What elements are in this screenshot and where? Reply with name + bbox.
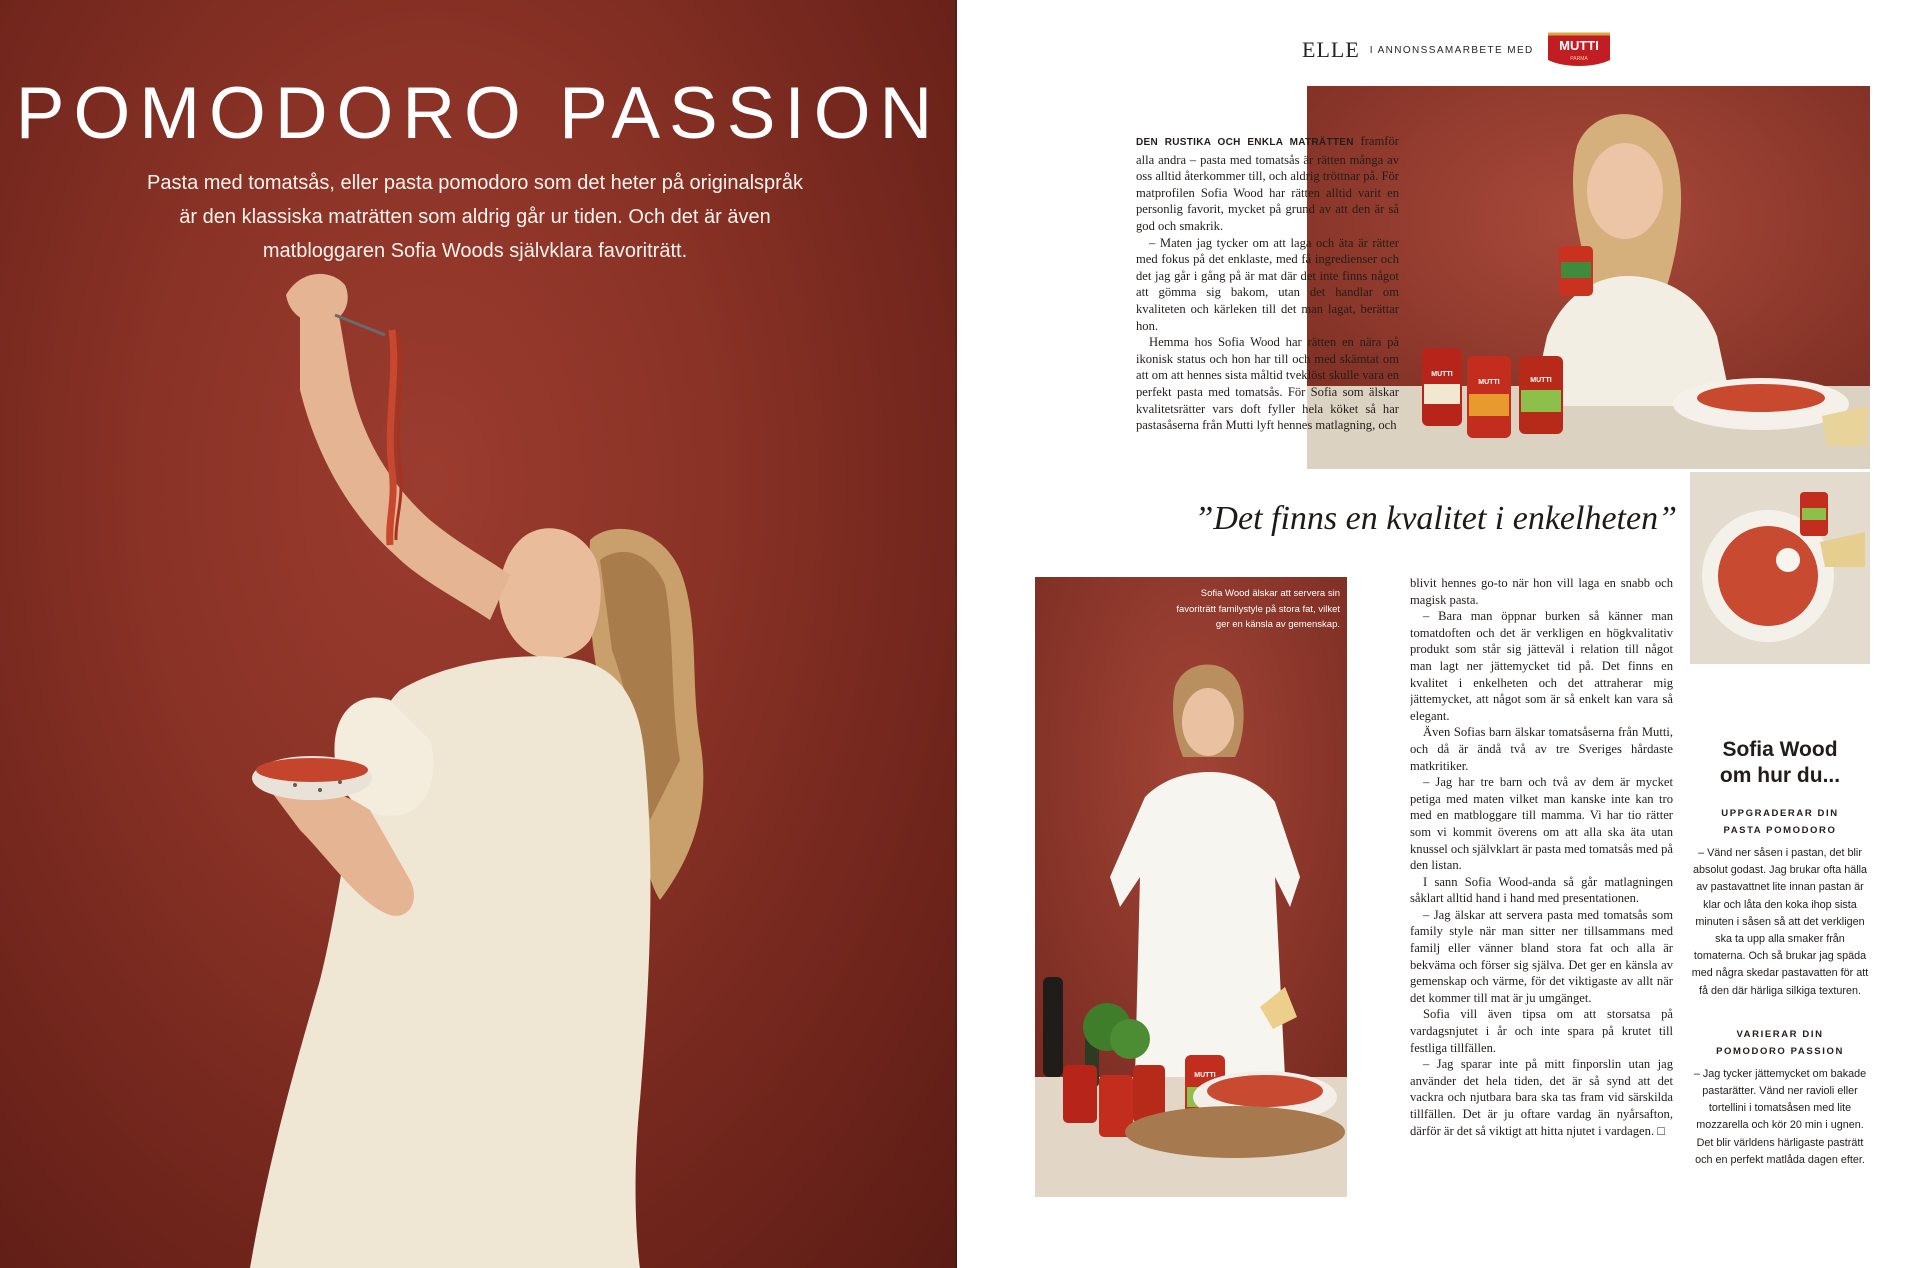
tips-sidebar <box>1690 737 1870 1195</box>
article-paragraph: – Jag sparar inte på mitt finporslin utan jag använder det hela tiden, det är så synd att det vackra och njutbara bara ska tas fram vid särskilda tillfällen. Det är ju oftare vardag än nyårsafton, därför är det så viktigt att hitta njutet i vardagen. □ <box>1410 1057 1673 1138</box>
sidebar-heading-line: VARIERAR DIN <box>1736 1028 1824 1040</box>
sidebar-title-line-1: Sofia Wood <box>1722 738 1838 761</box>
jar-label-3: MUTTI <box>1530 377 1552 384</box>
article-paragraph: – Maten jag tycker om att laga och äta är rätter med fokus på det enklaste, med få ingredienser och det jag går i gång på är mat där det inte finns något att gömma sig bakom, utan det handlar om kvaliteten och kärleken till det man lagat, berättar hon. <box>1136 235 1399 333</box>
photo-woman-grating-cheese <box>1035 577 1347 1197</box>
jar-label-2: MUTTI <box>1478 379 1500 386</box>
article-paragraph: – Bara man öppnar burken så känner man tomatdoften och det är verkligen en högkvalitativ produkt som står sig jätteväl i relation till något man lagt ner jättemycket tid på. Det finns en kvalitet i enkelheten och det attraherar mig jättemycket, att något som är så enkelt kan vara så elegant. <box>1410 609 1673 723</box>
sidebar-title <box>1690 737 1870 789</box>
article-paragraph: Även Sofias barn älskar tomatsåserna från Mutti, och då är ändå två av tre Sveriges hårdaste matkritiker. <box>1410 725 1673 773</box>
mutti-logo <box>1544 30 1614 70</box>
article-paragraph: Sofia vill även tipsa om att storsatsa på vardagsnjutet i år och inte spara på krutet till festliga tillfällen. <box>1410 1007 1673 1055</box>
sidebar-heading-line: PASTA POMODORO <box>1723 825 1837 836</box>
article-paragraph: – Jag har tre barn och två av dem är mycket petiga med maten vilket man kanske inte kan tro med en matbloggare till mamma. Vi har tio rätter som vi kommit överens om att alla ska äta utan knussel och självklart är pasta med tomatsås med på den listan. <box>1410 775 1673 873</box>
sponsor-label: I ANNONSSAMARBETE MED <box>1369 44 1534 56</box>
article-paragraph: I sann Sofia Wood-anda så går matlagningen såklart alltid hand i hand med presentationen. <box>1410 874 1673 906</box>
article-paragraph: Hemma hos Sofia Wood har rätten en nära på ikonisk status och hon har till och med skämtat om att om att hennes sista måltid tveklöst skulle vara en perfekt pasta med tomatsås. För Sofia som älskar kvalitetsrätter vars doft fyller hela köket så har pastasåserna från Mutti lyft hennes matlagning, och <box>1136 335 1399 433</box>
mutti-logo-tagline: PARMA <box>1569 56 1588 62</box>
jar-label-4: MUTTI <box>1194 1072 1216 1079</box>
article-paragraph: framför alla andra – pasta med tomatsås är rätten många av oss alltid återkommer till, och aldrig tröttnar på. För matprofilen Sofia Wood har rätten alltid varit en personlig favorit, mycket på grund av att den är så god och smakrik. <box>1136 134 1399 233</box>
mutti-logo-text: MUTTI <box>1558 38 1599 53</box>
right-page <box>957 0 1920 1268</box>
article-lead: DEN RUSTIKA OCH ENKLA MATRÄTTEN <box>1136 137 1354 148</box>
jar-label-1: MUTTI <box>1431 371 1453 378</box>
sidebar-heading-line: UPPGRADERAR DIN <box>1721 808 1839 819</box>
page-headline: POMODORO PASSION <box>15 73 942 154</box>
sidebar-heading-line: POMODORO PASSION <box>1716 1045 1844 1057</box>
sidebar-heading-upgrade <box>1690 805 1870 839</box>
article-column-1 <box>1136 133 1399 473</box>
photo-caption: Sofia Wood älskar att servera sin favoriträtt familystyle på stora fat, vilket ger en känsla av gemenskap. <box>1176 588 1340 630</box>
sidebar-title-line-2: om hur du... <box>1719 764 1841 787</box>
photo-pasta-dish <box>1690 472 1870 664</box>
article-column-2 <box>1410 575 1673 1195</box>
pull-quote: ”Det finns en kvalitet i enkelheten” <box>1194 500 1677 537</box>
sidebar-heading-vary <box>1690 1026 1870 1060</box>
elle-logo: ELLE <box>1302 37 1360 62</box>
sidebar-text-vary: – Jag tycker jättemycket om bakade pastarätter. Vänd ner ravioli eller tortellini i tomatsåsen med lite mozzarella och kör 20 min i ugnen. Det blir världens härligaste pasträtt och en perfekt matlåda dagen efter. <box>1693 1067 1867 1166</box>
left-page <box>0 0 957 1268</box>
intro-text: Pasta med tomatsås, eller pasta pomodoro som det heter på originalspråk är den klassiska maträtten som aldrig går ur tiden. Och det är även matbloggaren Sofia Woods självklara favoriträtt. <box>147 172 803 262</box>
page-header <box>1302 28 1614 72</box>
article-paragraph: blivit hennes go-to när hon vill laga en snabb och magisk pasta. <box>1410 576 1673 607</box>
article-paragraph: – Jag älskar att servera pasta med tomatsås som family style när man sitter ner tillsammans med familj eller vänner bland stora fat och alla är bekväma och förser sig själva. Det ger en känsla av gemenskap och värme, för det viktigaste av allt när det kommer till mat är ju umgänget. <box>1410 907 1673 1005</box>
sidebar-text-upgrade: – Vänd ner såsen i pastan, det blir absolut godast. Jag brukar ofta hälla av pastavattnet lite innan pastan är klar och låta den koka ihop sista minuten i såsen så att det verkligen ska ta upp alla smaker från tomaterna. Och så brukar jag späda med några skedar pastavatten för att få den där härliga silkiga texturen. <box>1691 847 1869 997</box>
